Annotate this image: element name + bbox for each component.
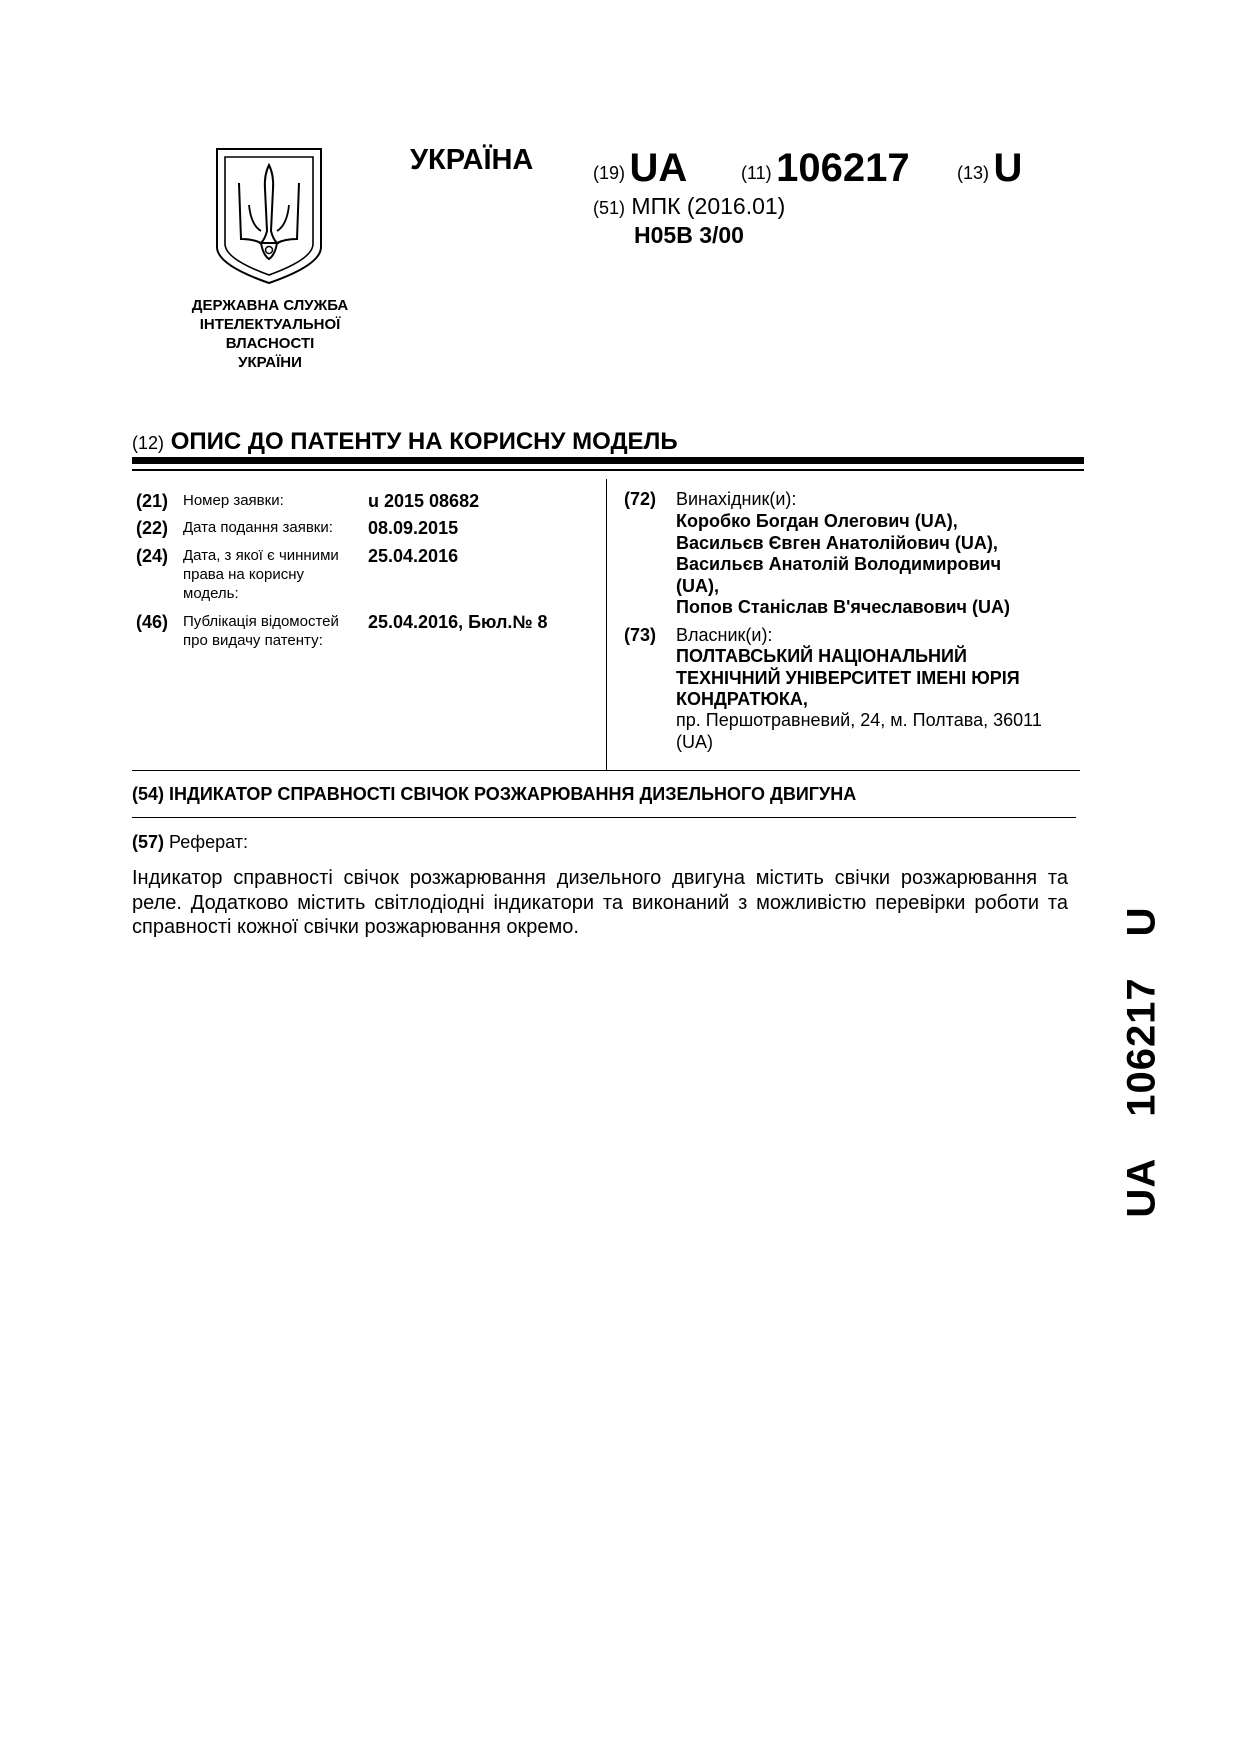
abstract-text: Індикатор справності свічок розжарювання дизельного двигуна містить свічки розжарювання та реле. Додатково містить світлодіодні індикатори та виконаний з можливістю перевірки роботи та справності кожної свічки розжарювання окремо. [132, 867, 1068, 938]
inventor-line: Попов Станіслав В'ячеславович (UA) [676, 597, 1010, 617]
inventor-line: (UA), [676, 575, 719, 596]
title-rule-thick [132, 457, 1084, 464]
field-73-code: (73) [624, 625, 657, 645]
field-72-code: (72) [624, 489, 657, 509]
title-rule-thin [132, 469, 1084, 471]
inventor-line: Васильєв Євген Анатолійович (UA), [676, 532, 998, 553]
field-11-patent-number: (11) 106217 [741, 146, 910, 190]
owner-label: Власник(и): [676, 625, 773, 645]
document-title: (12) ОПИС ДО ПАТЕНТУ НА КОРИСНУ МОДЕЛЬ [132, 428, 678, 455]
field-19-country-code: (19) UA [593, 146, 688, 190]
abstract-heading: (57) Реферат: [132, 832, 248, 852]
inventors-list [676, 511, 1076, 619]
agency-name: ДЕРЖАВНА СЛУЖБА ІНТЕЛЕКТУАЛЬНОЇ ВЛАСНОСТІ УКРАЇНИ [191, 297, 349, 371]
field-51-ipc: (51) МПК (2016.01) [593, 193, 786, 219]
inventor-line: Коробко Богдан Олегович (UA), [676, 511, 958, 531]
field-13-kind-code: (13) U [957, 146, 1023, 190]
ipc-class: H05B 3/00 [634, 222, 744, 248]
side-label-text: UA 106217 U [1119, 906, 1164, 1218]
owner-address: пр. Першотравневий, 24, м. Полтава, 36011 (UA) [676, 710, 1042, 752]
utility-model-title: (54) ІНДИКАТОР СПРАВНОСТІ СВІЧОК РОЗЖАРЮВАННЯ ДИЗЕЛЬНОГО ДВИГУНА [132, 784, 857, 804]
column-divider [606, 479, 607, 771]
owner-name: ПОЛТАВСЬКИЙ НАЦІОНАЛЬНИЙ ТЕХНІЧНИЙ УНІВЕРСИТЕТ ІМЕНІ ЮРІЯ КОНДРАТЮКА, [676, 646, 1020, 709]
inventor-line: Васильєв Анатолій Володимирович [676, 554, 1002, 574]
inventors-label: Винахідник(и): [676, 489, 797, 509]
title-bottom-rule [132, 817, 1076, 818]
country-name: УКРАЇНА [410, 144, 534, 176]
biblio-bottom-rule [132, 770, 1080, 771]
coat-of-arms-emblem [215, 147, 323, 285]
